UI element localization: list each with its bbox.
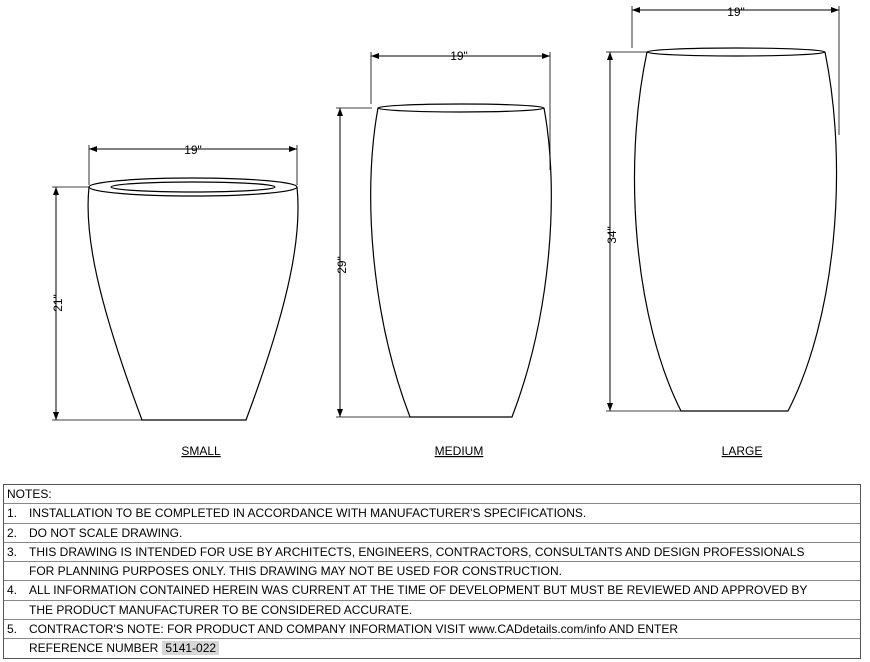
- vase-small-height-label: 21": [51, 294, 65, 312]
- note-text: DO NOT SCALE DRAWING.: [29, 525, 183, 540]
- notes-heading: NOTES:: [7, 487, 52, 501]
- note-number: 4.: [7, 583, 18, 598]
- vase-small-rim-inner: [111, 182, 275, 192]
- reference-label: REFERENCE NUMBER: [29, 641, 159, 656]
- note-text: INSTALLATION TO BE COMPLETED IN ACCORDANCE WITH MANUFACTURER'S SPECIFICATIONS.: [29, 506, 587, 521]
- vase-small-rim-outer: [89, 178, 297, 196]
- vase-small-width-label: 19": [184, 143, 202, 157]
- vase-small: [51, 143, 298, 458]
- vase-medium-label: MEDIUM: [434, 444, 484, 458]
- vase-large-width-label: 19": [727, 5, 745, 19]
- note-row: [4, 581, 860, 600]
- vase-medium-rim: [378, 104, 544, 112]
- reference-number: 5141-022: [162, 641, 219, 655]
- note-text: ALL INFORMATION CONTAINED HEREIN WAS CURRENT AT THE TIME OF DEVELOPMENT BUT MUST BE REVIEWED AND APPROVED BY: [29, 583, 808, 598]
- note-row: [4, 504, 860, 523]
- note-text: THIS DRAWING IS INTENDED FOR USE BY ARCHITECTS, ENGINEERS, CONTRACTORS, CONSULTANTS AND DESIGN PROFESSIONALS: [29, 544, 805, 559]
- reference-row: [4, 639, 860, 657]
- vase-medium-height-label: 29": [335, 256, 349, 274]
- note-row: [4, 524, 860, 543]
- note-row: [4, 562, 860, 581]
- note-row: [4, 601, 860, 620]
- reference-line: [29, 639, 219, 657]
- note-row: [4, 620, 860, 639]
- vase-medium-width-label: 19": [450, 49, 468, 63]
- note-number: 2.: [7, 525, 18, 540]
- note-text: THE PRODUCT MANUFACTURER TO BE CONSIDERED ACCURATE.: [29, 602, 413, 617]
- note-text: CONTRACTOR'S NOTE: FOR PRODUCT AND COMPANY INFORMATION VISIT www.CADdetails.com/info AND ENTER: [29, 622, 679, 637]
- vase-small-label: SMALL: [181, 444, 221, 458]
- vase-medium-outline: [371, 108, 552, 417]
- notes-table: [3, 484, 861, 659]
- notes-heading-row: [4, 485, 860, 504]
- vase-large-rim: [647, 48, 825, 56]
- note-number: 5.: [7, 622, 18, 637]
- vase-small-outline: [88, 187, 298, 420]
- note-row: [4, 543, 860, 562]
- note-number: 3.: [7, 544, 18, 559]
- vase-large-label: LARGE: [721, 444, 763, 458]
- vase-large: [605, 5, 839, 458]
- vase-large-height-label: 34": [605, 226, 619, 244]
- note-number: 1.: [7, 506, 18, 521]
- vase-large-outline: [634, 52, 836, 411]
- note-text: FOR PLANNING PURPOSES ONLY. THIS DRAWING MAY NOT BE USED FOR CONSTRUCTION.: [29, 564, 562, 579]
- vase-medium: [335, 49, 551, 458]
